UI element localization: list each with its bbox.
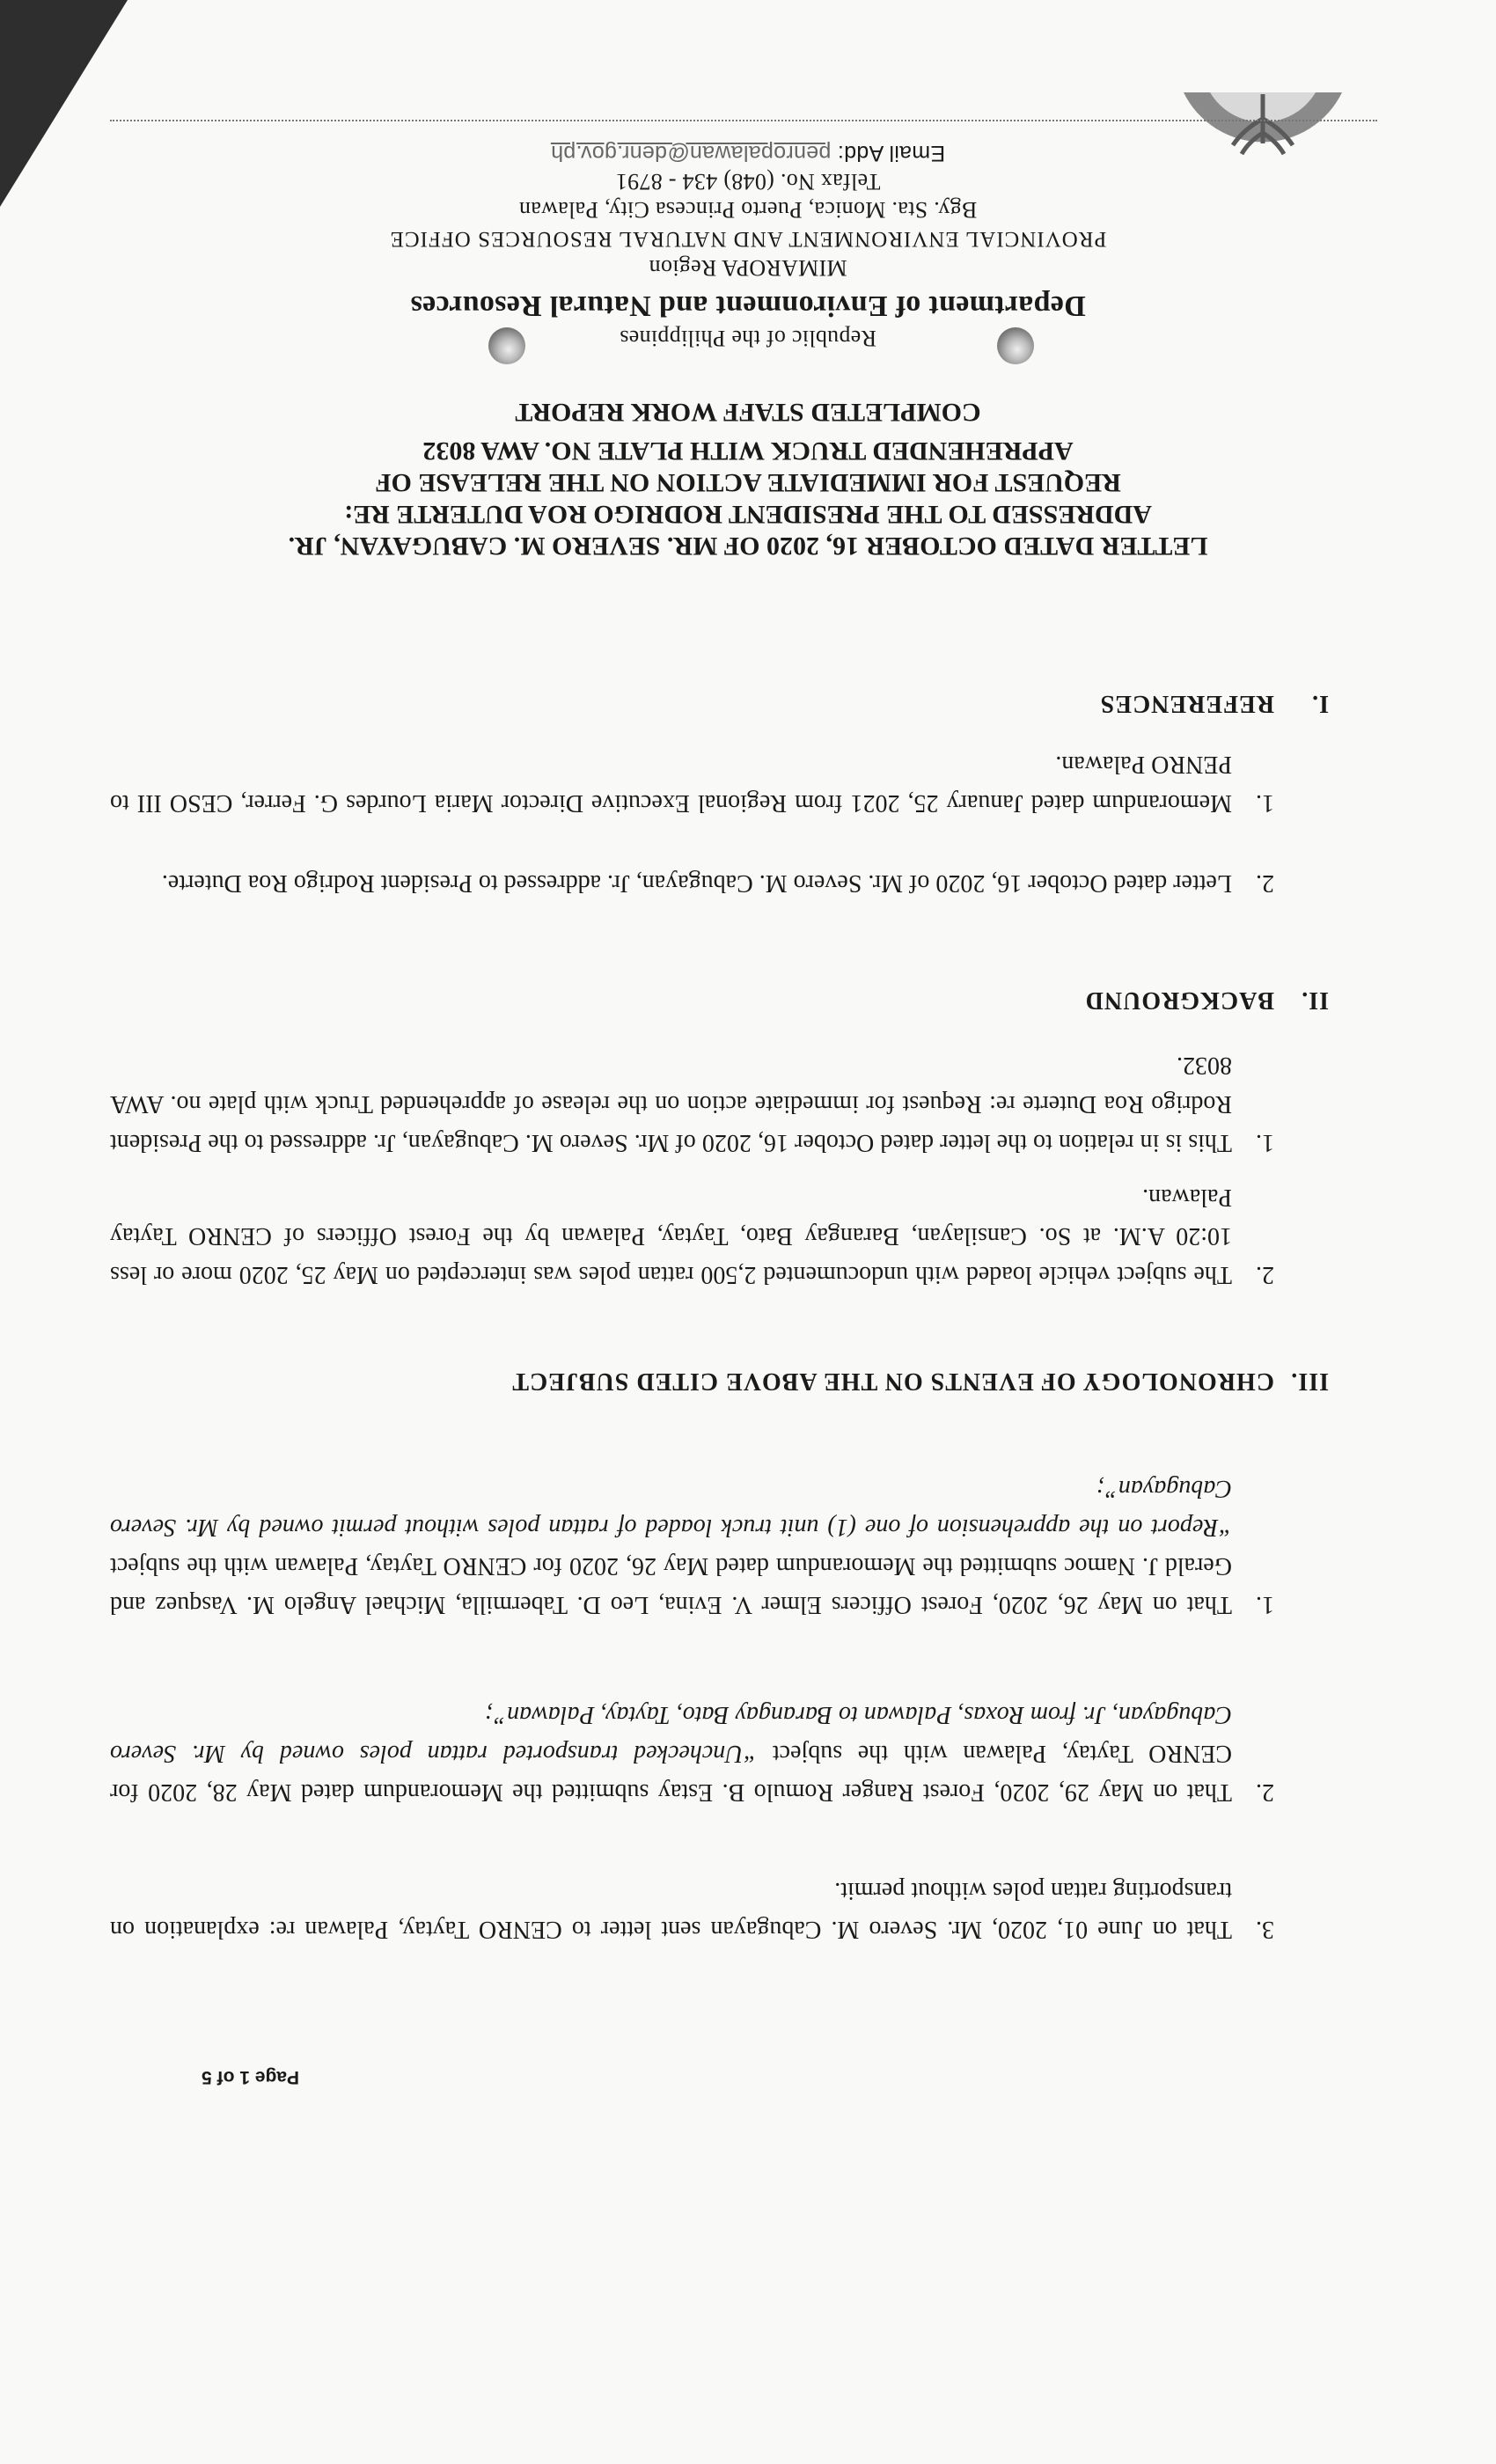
item-number: 2. xyxy=(1256,869,1274,897)
item-number: 2. xyxy=(1256,1778,1274,1806)
item-text: Memorandum dated January 25, 2021 from Regional Executive Director Maria Lourdes G. Ferrer, CESO III to PENRO Palawan. xyxy=(110,751,1232,817)
subject-line-2: ADDRESSED TO THE PRESIDENT RODRIGO ROA DUTERTE RE: xyxy=(344,500,1152,529)
section-number: I. xyxy=(1311,690,1329,717)
item-text: That on May 29, 2020, Forest Ranger Romulo B. Estay submitted the Memorandum dated May 28, 2020 for CENRO Taytay, Palawan with the subject xyxy=(110,1740,1232,1806)
email-line xyxy=(0,139,1496,167)
item-text: That on June 01, 2020, Mr. Severo M. Cabugayan sent letter to CENRO Taytay, Palawan re: explanation on transporting rattan poles without permit. xyxy=(110,1877,1232,1943)
item-text: The subject vehicle loaded with undocumented 2,500 rattan poles was intercepted on May 25, 2020 more or less 10:20 A.M. at So. Cansilayan, Barangay Bato, Taytay, Palawan by the Forest Officers of CENRO Taytay Palawan. xyxy=(110,1184,1232,1288)
chronology-item-3 xyxy=(110,1871,1274,1948)
email-link[interactable]: penropalawan@denr.gov.ph xyxy=(550,141,832,165)
office-address: Bgy. Sta. Monica, Puerto Princesa City, Palawan xyxy=(518,197,978,223)
section-title: CHRONOLOGY OF EVENTS ON THE ABOVE CITED SUBJECT xyxy=(511,1368,1274,1395)
item-text: This is in relation to the letter dated October 16, 2020 of Mr. Severo M. Cabugayan, Jr. addressed to the President Rodrigo Roa Duterte re: Request for immediate action on the release of apprehended Truck with plate no. AWA 8032. xyxy=(110,1052,1232,1156)
department-name: Department of Environment and Natural Resources xyxy=(410,290,1086,322)
background-item-1 xyxy=(110,1045,1274,1162)
item-number: 3. xyxy=(1256,1916,1274,1943)
item-text: Letter dated October 16, 2020 of Mr. Severo M. Cabugayan, Jr. addressed to President Rodrigo Roa Duterte. xyxy=(161,869,1232,897)
item-quoted-subject: “Report on the apprehension of one (1) unit truck loaded of rattan poles without permit owned by Mr. Severo Cabugayan”; xyxy=(110,1475,1232,1541)
telfax-line: Telfax No. (048) 434 - 8791 xyxy=(615,169,881,194)
office-name: PROVINCIAL ENVIRONMENT AND NATURAL RESOURCES OFFICE xyxy=(389,227,1107,251)
section-number: II. xyxy=(1301,986,1329,1014)
chronology-item-1 xyxy=(110,1469,1274,1624)
email-label: Email Add: xyxy=(837,141,946,165)
item-number: 1. xyxy=(1256,789,1274,817)
chronology-item-2 xyxy=(110,1695,1274,1811)
section-heading-references xyxy=(1100,689,1329,717)
item-text: That on May 26, 2020, Forest Officers Elmer V. Evina, Leo D. Tabermilla, Michael Angelo M. Vasquez and Gerald J. Namoc submitted the Memorandum dated May 26, 2020 for CENRO Taytay, Palawan with the subject xyxy=(110,1552,1232,1618)
section-title: REFERENCES xyxy=(1099,690,1274,717)
subject-line-3: REQUEST FOR IMMEDIATE ACTION ON THE RELEASE OF xyxy=(375,468,1121,497)
subject-line-4: APPREHENDED TRUCK WITH PLATE NO. AWA 8032 xyxy=(422,436,1074,466)
region-line: MIMAROPA Region xyxy=(649,255,847,281)
section-heading-background xyxy=(1085,986,1329,1014)
section-title: BACKGROUND xyxy=(1084,986,1274,1014)
background-item-2 xyxy=(110,1177,1274,1294)
item-number: 1. xyxy=(1256,1129,1274,1156)
republic-line: Republic of the Philippines xyxy=(620,326,876,351)
header-divider xyxy=(110,120,1377,121)
item-number: 1. xyxy=(1256,1591,1274,1618)
item-quoted-subject: “Unchecked transported rattan poles owned by Mr. Severo Cabugayan, Jr. from Roxas, Palawan to Barangay Bato, Taytay, Palawan”; xyxy=(110,1701,1232,1767)
page-number: Page 1 of 5 xyxy=(202,2067,299,2087)
report-title: COMPLETED STAFF WORK REPORT xyxy=(515,398,981,427)
section-heading-chronology xyxy=(511,1367,1329,1395)
reference-item-1 xyxy=(110,744,1274,822)
subject-line-1: LETTER DATED OCTOBER 16, 2020 OF MR. SEVERO M. CABUGAYAN, JR. xyxy=(288,532,1208,561)
item-number: 2. xyxy=(1256,1261,1274,1288)
reference-item-2 xyxy=(110,863,1274,902)
section-number: III. xyxy=(1290,1368,1329,1395)
